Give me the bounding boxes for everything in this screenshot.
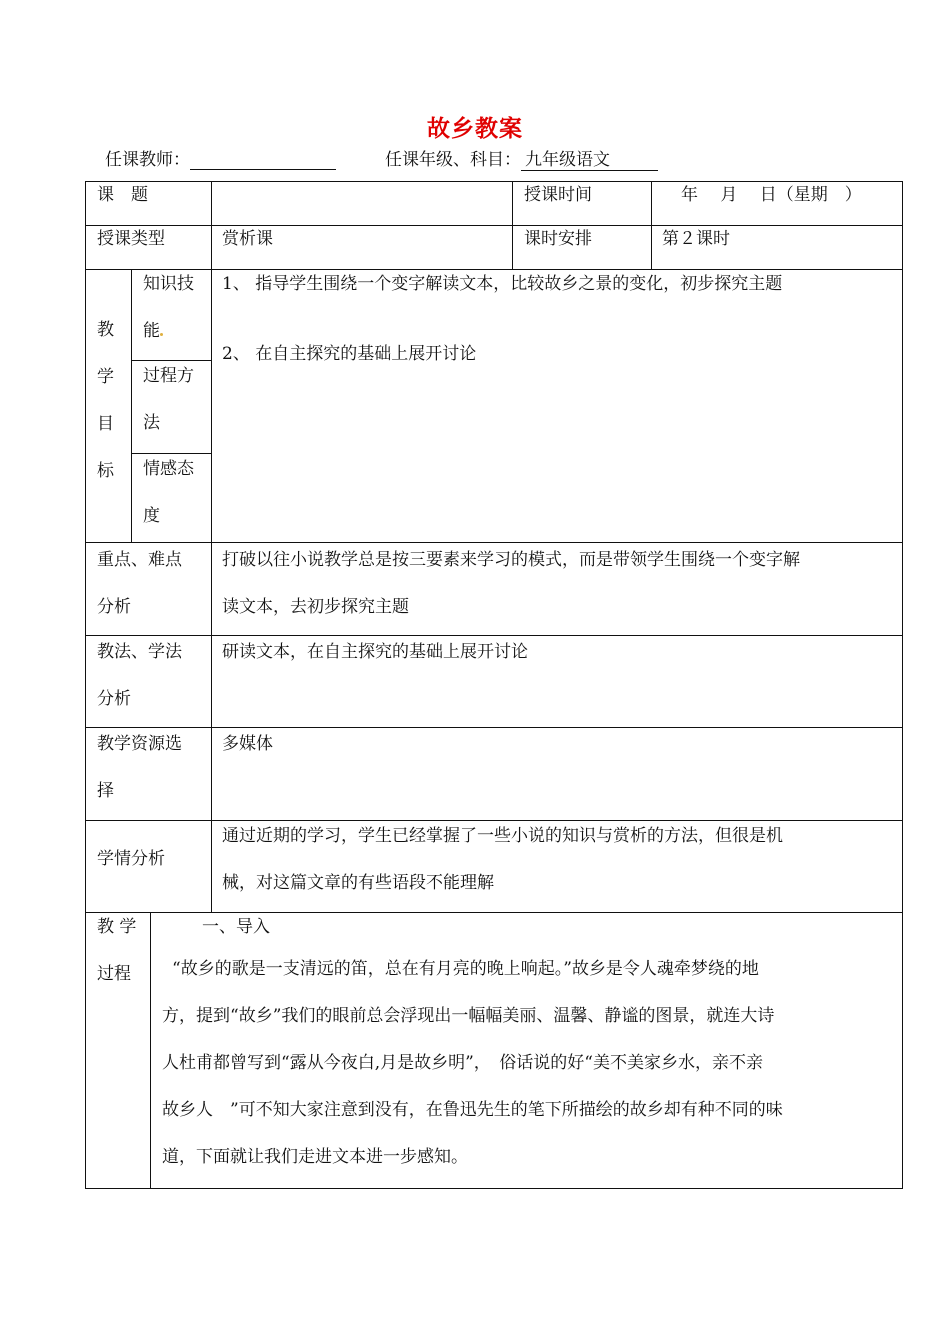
key-points-text-1: 打破以往小说教学总是按三要素来学习的模式，而是带领学生围绕一个变字解 [222, 550, 800, 570]
process-label-2: 过程 [97, 964, 131, 984]
process-line-5: 道，下面就让我们走进文本进一步感知。 [162, 1147, 468, 1167]
goal-attitude-label-cont: 度 [143, 506, 160, 526]
type-label: 授课类型 [97, 229, 165, 249]
resources-text: 多媒体 [222, 734, 273, 754]
teacher-blank [190, 151, 336, 170]
method-label-2: 分析 [97, 689, 131, 709]
teach-time-label: 授课时间 [524, 185, 592, 205]
key-points-text-2: 读文本，去初步探究主题 [222, 597, 409, 617]
goal-knowledge-label: 知识技 [143, 274, 194, 294]
table-border-right [902, 181, 903, 1189]
col-divider [211, 181, 212, 913]
resources-label-1: 教学资源选 [97, 734, 182, 754]
process-line-1: “故乡的歌是一支清远的笛，总在有月亮的晚上响起。”故乡是令人魂牵梦绕的地 [172, 959, 759, 979]
process-line-3: 人杜甫都曾写到“露从今夜白,月是故乡明”， 俗话说的好“美不美家乡水，亲不亲 [162, 1053, 763, 1073]
teach-time-value: 年 月 日（星期 ） [681, 185, 862, 205]
students-text-2: 械，对这篇文章的有些语段不能理解 [222, 873, 494, 893]
mark-dot [160, 333, 163, 336]
schedule-label: 课时安排 [524, 229, 592, 249]
table-border-bottom [85, 1188, 903, 1189]
goal-process-label-cont: 法 [143, 413, 160, 433]
col-divider [651, 181, 652, 270]
teacher-field [105, 145, 336, 170]
col-divider [512, 181, 513, 270]
key-points-label-1: 重点、难点 [97, 550, 182, 570]
type-value: 赏析课 [222, 229, 273, 249]
process-line-2: 方，提到“故乡”我们的眼前总会浮现出一幅幅美丽、温馨、静谧的图景，就连大诗 [162, 1006, 775, 1026]
students-text-1: 通过近期的学习，学生已经掌握了一些小说的知识与赏析的方法，但很是机 [222, 826, 783, 846]
goal-item-1: 1、 指导学生围绕一个变字解读文本，比较故乡之景的变化，初步探究主题 [222, 274, 783, 294]
key-points-label-2: 分析 [97, 597, 131, 617]
method-text: 研读文本，在自主探究的基础上展开讨论 [222, 642, 528, 662]
goals-label-1: 教 [97, 320, 114, 340]
table-border-left [85, 181, 86, 1189]
page-title: 故乡教案 [427, 115, 523, 142]
process-line-4: 故乡人 ”可不知大家注意到没有，在鲁迅先生的笔下所描绘的故乡却有种不同的味 [162, 1100, 783, 1120]
grade-label: 任课年级、科目： [385, 150, 521, 170]
process-heading: 一、导入 [202, 917, 270, 937]
goal-attitude-label: 情感态 [143, 459, 194, 479]
goals-label-3: 目 [97, 414, 114, 434]
schedule-value: 第２课时 [662, 229, 730, 249]
col-divider [150, 912, 151, 1189]
goals-label-4: 标 [97, 461, 114, 481]
topic-label: 课 题 [97, 185, 148, 205]
row-divider [85, 727, 903, 728]
teacher-label: 任课教师： [105, 150, 190, 170]
col-divider [131, 269, 132, 543]
students-label: 学情分析 [97, 849, 165, 869]
resources-label-2: 择 [97, 781, 114, 801]
goals-label-2: 学 [97, 367, 114, 387]
row-divider [85, 225, 903, 226]
goal-process-label: 过程方 [143, 366, 194, 386]
grade-value: 九年级语文 [521, 145, 658, 171]
process-label-1: 教 学 [97, 917, 137, 937]
method-label-1: 教法、学法 [97, 642, 182, 662]
goal-item-2: 2、 在自主探究的基础上展开讨论 [222, 344, 477, 364]
grade-field [385, 145, 658, 171]
goal-knowledge-label-cont: 能 [143, 308, 164, 355]
